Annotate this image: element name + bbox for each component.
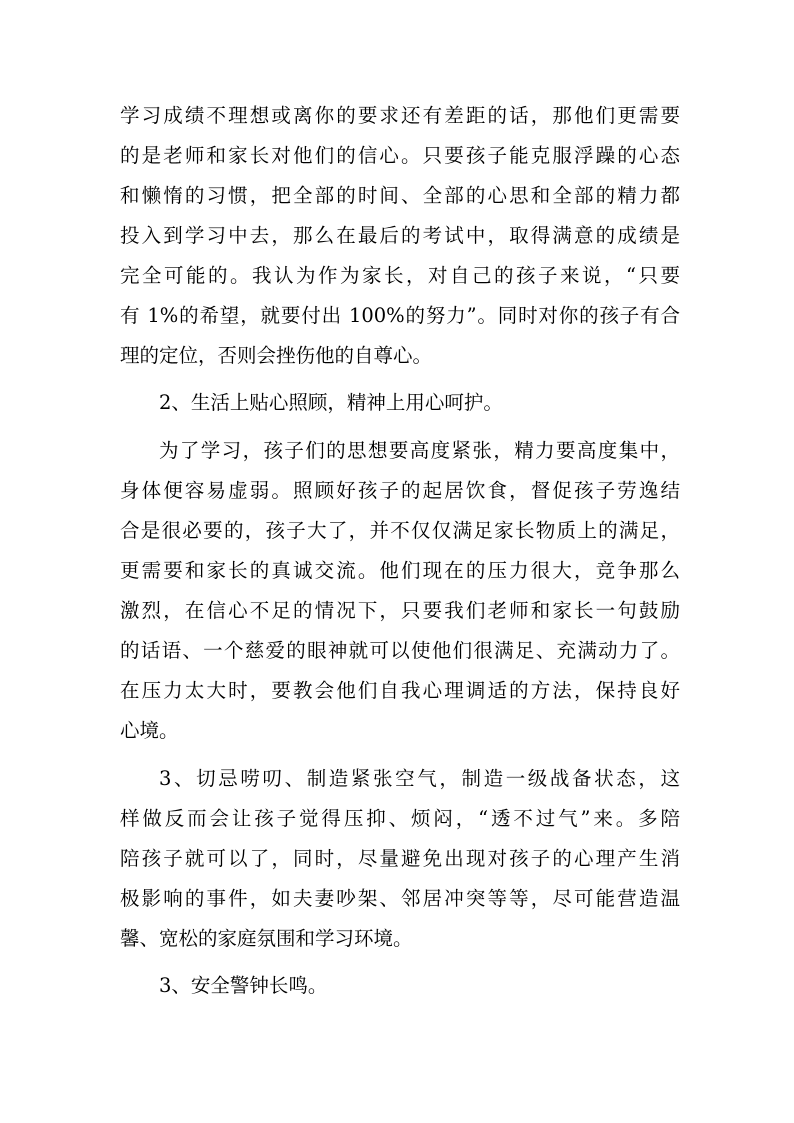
paragraph-line: 样做反而会让孩子觉得压抑、烦闷，“透不过气”来。多陪: [120, 807, 680, 830]
section-heading: 2、生活上贴心照顾，精神上用心呵护。: [159, 391, 503, 414]
paragraph-line: 为了学习，孩子们的思想要高度紧张，精力要高度集中，: [159, 439, 680, 462]
paragraph-line: 馨、宽松的家庭氛围和学习环境。: [120, 927, 413, 950]
paragraph-line: 有 1%的希望，就要付出 100%的努力”。同时对你的孩子有合: [120, 304, 680, 327]
paragraph-line: 的话语、一个慈爱的眼神就可以使他们很满足、充满动力了。: [120, 639, 680, 662]
paragraph-line: 投入到学习中去，那么在最后的考试中，取得满意的成绩是: [120, 224, 680, 247]
paragraph-line: 身体便容易虚弱。照顾好孩子的起居饮食，督促孩子劳逸结: [120, 479, 680, 502]
paragraph-line: 的是老师和家长对他们的信心。只要孩子能克服浮躁的心态: [120, 144, 680, 167]
paragraph-line: 在压力太大时，要教会他们自我心理调适的方法，保持良好: [120, 679, 680, 702]
paragraph-line: 合是很必要的，孩子大了，并不仅仅满足家长物质上的满足，: [120, 519, 680, 542]
paragraph-line: 更需要和家长的真诚交流。他们现在的压力很大，竞争那么: [120, 559, 680, 582]
paragraph-line: 和懒惰的习惯，把全部的时间、全部的心思和全部的精力都: [120, 184, 680, 207]
paragraph-line: 激烈，在信心不足的情况下，只要我们老师和家长一句鼓励: [120, 599, 680, 622]
paragraph-line: 完全可能的。我认为作为家长，对自己的孩子来说，“只要: [120, 264, 680, 287]
paragraph-line: 陪孩子就可以了，同时，尽量避免出现对孩子的心理产生消: [120, 847, 680, 870]
section-heading: 3、安全警钟长鸣。: [159, 974, 328, 997]
paragraph-line: 3、切忌唠叨、制造紧张空气，制造一级战备状态，这: [159, 767, 680, 790]
paragraph-line: 学习成绩不理想或离你的要求还有差距的话，那他们更需要: [120, 104, 680, 127]
paragraph-line: 理的定位，否则会挫伤他的自尊心。: [120, 344, 433, 367]
paragraph-line: 极影响的事件，如夫妻吵架、邻居冲突等等，尽可能营造温: [120, 887, 680, 910]
paragraph-line: 心境。: [120, 719, 179, 742]
